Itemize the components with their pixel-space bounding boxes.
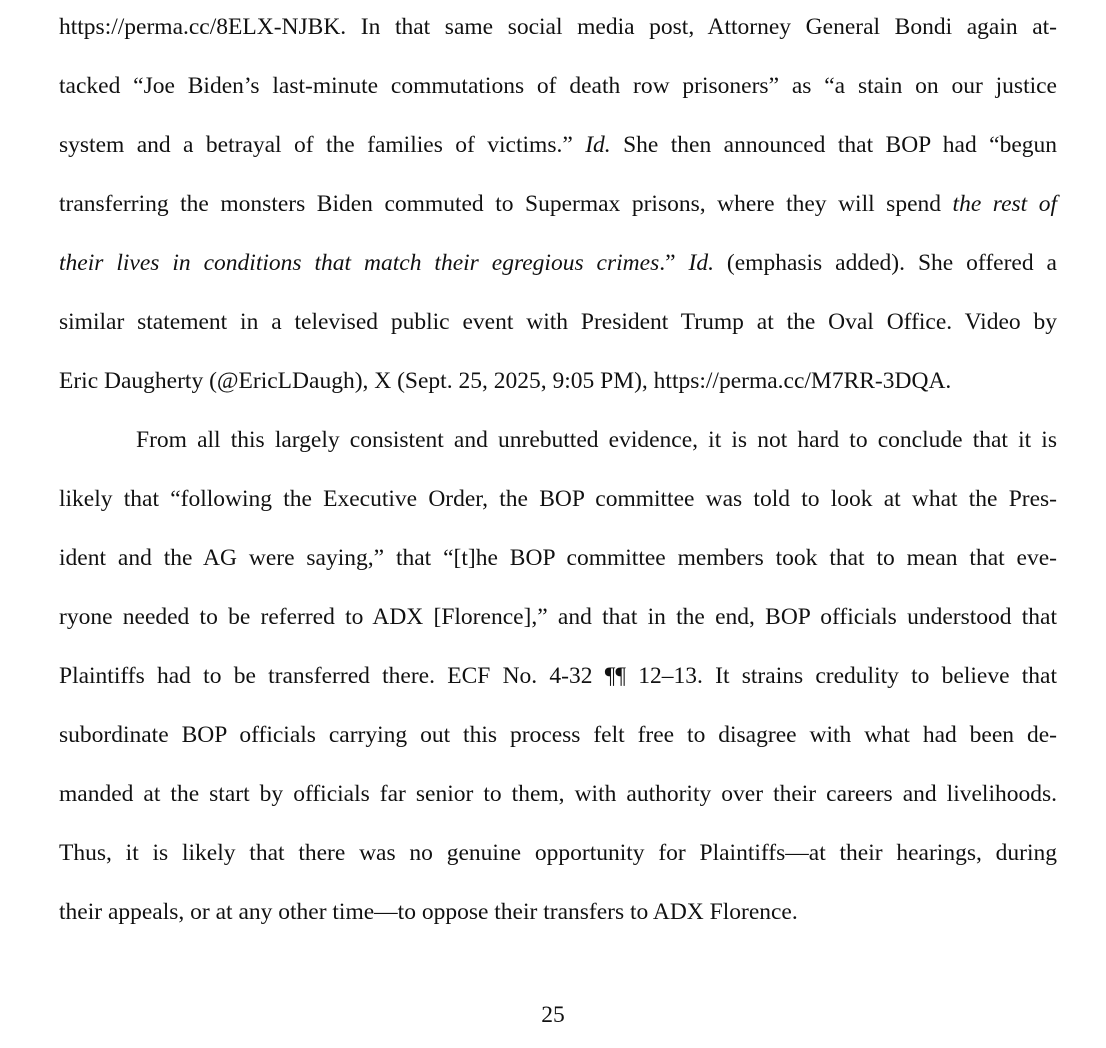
- text-line: Thus, it is likely that there was no genuine opportunity for Plaintiffs—at their hearings, during: [59, 840, 1057, 866]
- text-line: [59, 189, 1057, 219]
- paragraph-last-line: Eric Daugherty (@EricLDaugh), X (Sept. 25, 2025, 9:05 PM), https://perma.cc/M7RR-3DQA.: [59, 368, 952, 394]
- text-line: Plaintiffs had to be transferred there. ECF No. 4-32 ¶¶ 12–13. It strains credulity to believe that: [59, 663, 1057, 689]
- text-run: system and a betrayal of the families of victims.”: [59, 132, 586, 158]
- page-number: 25: [541, 1002, 565, 1028]
- text-line: similar statement in a televised public event with President Trump at the Oval Office. Video by: [59, 309, 1057, 335]
- emphasized-quote: the rest of: [952, 191, 1057, 217]
- text-run: She then announced that BOP had “begun: [610, 132, 1058, 158]
- paragraph-first-line: From all this largely consistent and unrebutted evidence, it is not hard to conclude that it is: [136, 427, 1057, 453]
- emphasized-quote: their lives in conditions that match their egregious crimes: [59, 250, 660, 276]
- text-line: [59, 130, 1057, 160]
- text-line: tacked “Joe Biden’s last-minute commutations of death row prisoners” as “a stain on our justice: [59, 73, 1057, 99]
- text-line: likely that “following the Executive Order, the BOP committee was told to look at what the Pres-: [59, 486, 1057, 512]
- text-line: manded at the start by officials far senior to them, with authority over their careers and livelihoods.: [59, 781, 1057, 807]
- citation-id: Id.: [688, 250, 714, 276]
- citation-id: Id.: [585, 132, 611, 158]
- text-run: .”: [659, 250, 689, 276]
- text-line: [59, 248, 1057, 278]
- text-line: subordinate BOP officials carrying out this process felt free to disagree with what had been de-: [59, 722, 1057, 748]
- text-run: (emphasis added). She offered a: [713, 250, 1057, 276]
- text-line: https://perma.cc/8ELX-NJBK. In that same social media post, Attorney General Bondi again at-: [59, 14, 1057, 40]
- text-line: ryone needed to be referred to ADX [Florence],” and that in the end, BOP officials understood that: [59, 604, 1057, 630]
- paragraph-last-line: their appeals, or at any other time—to oppose their transfers to ADX Florence.: [59, 899, 798, 925]
- text-line: ident and the AG were saying,” that “[t]he BOP committee members took that to mean that eve-: [59, 545, 1057, 571]
- text-run: transferring the monsters Biden commuted to Supermax prisons, where they will spend: [59, 191, 953, 217]
